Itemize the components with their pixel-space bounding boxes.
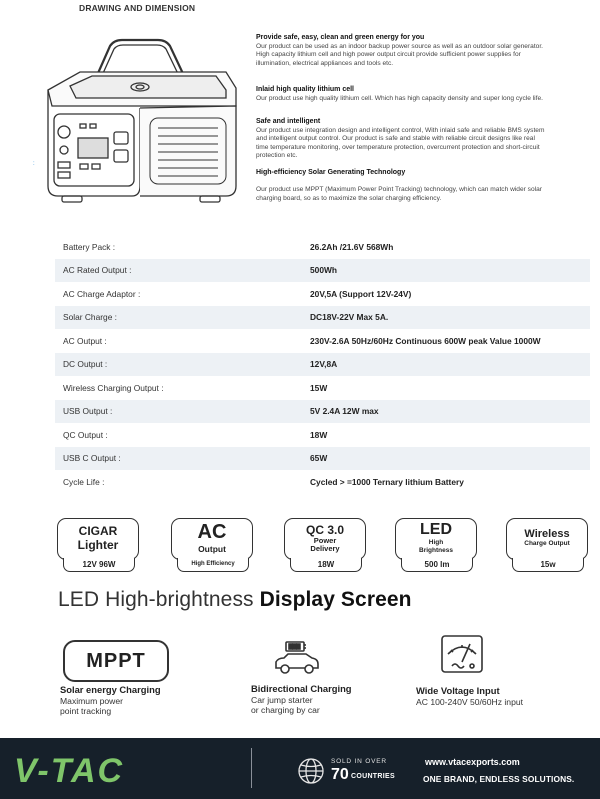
caption-line: point tracking (60, 706, 112, 716)
website-link[interactable]: www.vtacexports.com (425, 757, 520, 767)
caption-title: Bidirectional Charging (251, 683, 352, 694)
spec-label: Battery Pack : (63, 241, 116, 252)
badge-value: 500 lm (401, 558, 473, 572)
badge-subtitle: Charge Output (524, 540, 570, 547)
feature-line: charging board, so as to maximize the solar charging efficiency. (256, 194, 442, 202)
spec-label: Solar Charge : (63, 312, 117, 323)
badge-value: 12V 96W (63, 558, 135, 572)
headline-light: LED High-brightness (58, 588, 260, 611)
feature-line: illumination, electrical appliances and tools etc. (256, 59, 394, 67)
spec-label: USB Output : (63, 406, 113, 417)
badge-qc-power-delivery (284, 518, 366, 572)
spec-value: 26.2Ah /21.6V 568Wh (310, 241, 394, 252)
side-marker: : (33, 161, 35, 167)
feature-line: and intelligent output control. Our product is safe and stable with reliable circuit designs like real (256, 135, 535, 143)
spec-value: 15W (310, 382, 328, 393)
badge-cigar-lighter (57, 518, 139, 572)
spec-row (55, 470, 590, 494)
spec-value: 18W (310, 429, 328, 440)
badge-title: QC 3.0 (305, 523, 344, 537)
caption-bidirectional-charging (251, 684, 352, 716)
spec-label: AC Rated Output : (63, 265, 132, 276)
feature-block-safe-intelligent (256, 118, 586, 161)
badge-title: CIGAR (78, 524, 118, 538)
feature-line: Our product use MPPT (Maximum Power Point Tracking) technology, which can match wider solar (256, 186, 542, 194)
spec-row (55, 329, 590, 353)
spec-label: QC Output : (63, 429, 108, 440)
brand-tagline: ONE BRAND, ENDLESS SOLUTIONS. (423, 774, 575, 784)
spec-row (55, 376, 590, 400)
feature-block-solar-tech (256, 169, 586, 203)
badge-value: 15w (512, 558, 584, 572)
feature-line: Our product can be used as an indoor backup power source as well as an outdoor solar generator. (256, 42, 544, 50)
feature-line: High capacity lithium cell and high power output circuit provide sufficient power supplies for (256, 51, 521, 59)
caption-line: Maximum power (60, 695, 124, 706)
spec-row (55, 235, 590, 259)
badge-subtitle: Lighter (77, 538, 119, 552)
caption-wide-voltage (416, 686, 523, 707)
spec-table (55, 235, 590, 494)
feature-badges (55, 518, 580, 574)
feature-line: Our product use high quality lithium cell. Which has high capacity density and super long cycle life. (256, 94, 543, 102)
caption-line: AC 100-240V 50/60Hz input (416, 696, 524, 707)
mppt-icon: MPPT (63, 640, 169, 682)
spec-value: DC18V-22V Max 5A. (310, 312, 389, 323)
badge-title: LED (420, 521, 452, 538)
badge-subtitle: High Brightness (419, 539, 453, 554)
caption-line: or charging by car (251, 705, 320, 715)
feature-title: Provide safe, easy, clean and green energy for you (256, 34, 425, 41)
feature-block-lithium-cell (256, 86, 586, 103)
countries-count: 70 (331, 766, 349, 783)
spec-value: 230V-2.6A 50Hz/60Hz Continuous 600W peak Value 1000W (310, 335, 541, 346)
badge-ac-output (171, 518, 253, 572)
globe-icon (296, 756, 326, 786)
feature-line: time temperature monitoring, over temperature protection, overcurrent protection and short-circuit (256, 143, 540, 151)
spec-label: AC Output : (63, 335, 107, 346)
badge-value: 18W (290, 558, 362, 572)
feature-title: High-efficiency Solar Generating Technology (256, 169, 406, 176)
spec-value: Cycled > =1000 Ternary lithium Battery (310, 476, 464, 487)
spec-value: 500Wh (310, 265, 337, 276)
spec-label: USB C Output : (63, 453, 121, 464)
spec-row (55, 423, 590, 447)
spec-row (55, 400, 590, 424)
spec-label: DC Output : (63, 359, 108, 370)
car-battery-icon (272, 640, 320, 678)
feature-title: Inlaid high quality lithium cell (256, 86, 355, 93)
feature-block-clean-energy (256, 34, 586, 68)
spec-row (55, 259, 590, 283)
badge-title: Wireless (524, 528, 570, 540)
badge-subtitle: Output (198, 544, 226, 554)
caption-line: Car jump starter (251, 694, 313, 705)
feature-title: Safe and intelligent (256, 118, 321, 125)
sold-in-over-label: SOLD IN OVER (331, 758, 387, 765)
feature-line: Our product use integration design and intelligent control, With inlaid safe and reliable BMS system (256, 126, 545, 134)
spec-value: 5V 2.4A 12W max (310, 406, 379, 417)
badge-subtitle: Power Delivery (310, 536, 340, 553)
spec-row (55, 306, 590, 330)
footer-divider (251, 748, 252, 788)
spec-label: Wireless Charging Output : (63, 382, 164, 393)
spec-label: Cycle Life : (63, 476, 105, 487)
countries-label: COUNTRIES (351, 773, 395, 780)
section-title: DRAWING AND DIMENSION (79, 3, 196, 13)
voltmeter-icon (440, 634, 484, 676)
feature-line (256, 178, 586, 187)
spec-value: 20V,5A (Support 12V-24V) (310, 288, 412, 299)
power-station-drawing (40, 36, 240, 214)
caption-solar-charging (60, 685, 161, 717)
spec-value: 12V,8A (310, 359, 338, 370)
headline-bold: Display Screen (259, 588, 412, 611)
spec-row (55, 353, 590, 377)
badge-value: High Efficiency (177, 558, 249, 572)
spec-label: AC Charge Adaptor : (63, 288, 141, 299)
caption-title: Wide Voltage Input (416, 685, 500, 696)
badge-title: AC (197, 521, 227, 543)
badge-led-brightness (395, 518, 477, 572)
badge-wireless-charge (506, 518, 588, 572)
spec-row (55, 282, 590, 306)
caption-title: Solar energy Charging (60, 684, 161, 695)
feature-line: protection etc. (256, 152, 298, 160)
display-headline (58, 588, 412, 612)
spec-value: 65W (310, 453, 328, 464)
spec-row (55, 447, 590, 471)
vtac-logo: V-TAC (14, 752, 125, 790)
